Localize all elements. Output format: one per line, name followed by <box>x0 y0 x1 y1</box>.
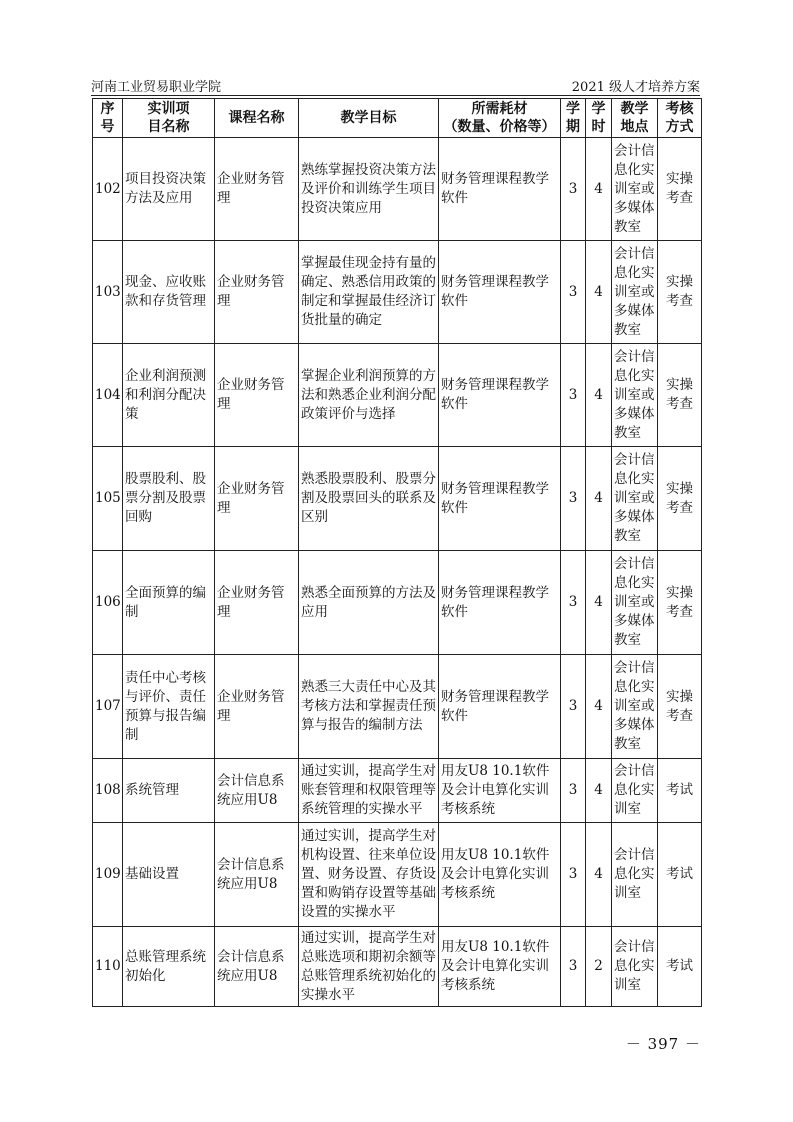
cell-hours: 4 <box>586 823 612 927</box>
cell-exam: 实操考查 <box>658 241 702 344</box>
column-header-no: 序 号 <box>93 99 123 138</box>
cell-goal: 通过实训，提高学生对账套管理和权限管理等系统管理的实操水平 <box>299 759 439 823</box>
table-row <box>93 447 702 551</box>
cell-hours: 4 <box>586 241 612 344</box>
cell-goal: 熟悉股票股利、股票分割及股票回头的联系及区别 <box>299 447 439 551</box>
cell-goal: 通过实训，提高学生对机构设置、往来单位设置、财务设置、存货设置和购销存设置等基础设置的实操水平 <box>299 823 439 927</box>
page-number: － 397 － <box>625 1035 701 1053</box>
cell-place: 会计信息化实训室 <box>612 759 658 823</box>
cell-goal: 通过实训，提高学生对总账选项和期初余额等总账管理系统初始化的实操水平 <box>299 927 439 1007</box>
cell-place: 会计信息化实训室 <box>612 823 658 927</box>
cell-place: 会计信息化实训室或多媒体教室 <box>612 551 658 655</box>
cell-exam: 实操考查 <box>658 344 702 447</box>
cell-goal: 熟练掌握投资决策方法及评价和训练学生项目投资决策应用 <box>299 138 439 241</box>
cell-no: 102 <box>93 138 123 241</box>
cell-no: 103 <box>93 241 123 344</box>
cell-course: 企业财务管理 <box>215 655 299 759</box>
cell-materials: 用友U8 10.1软件及会计电算化实训考核系统 <box>439 759 561 823</box>
cell-project: 总账管理系统初始化 <box>123 927 215 1007</box>
cell-course: 企业财务管理 <box>215 138 299 241</box>
cell-term: 3 <box>561 138 586 241</box>
cell-exam: 实操考查 <box>658 551 702 655</box>
cell-goal: 掌握最佳现金持有量的确定、熟悉信用政策的制定和掌握最佳经济订货批量的确定 <box>299 241 439 344</box>
cell-term: 3 <box>561 551 586 655</box>
cell-project: 项目投资决策方法及应用 <box>123 138 215 241</box>
cell-hours: 4 <box>586 447 612 551</box>
cell-materials: 财务管理课程教学软件 <box>439 241 561 344</box>
cell-no: 107 <box>93 655 123 759</box>
cell-project: 责任中心考核与评价、责任预算与报告编制 <box>123 655 215 759</box>
cell-course: 企业财务管理 <box>215 551 299 655</box>
cell-place: 会计信息化实训室或多媒体教室 <box>612 138 658 241</box>
training-table <box>92 98 702 1007</box>
table-row <box>93 759 702 823</box>
header-rule <box>91 95 700 96</box>
table-row <box>93 655 702 759</box>
cell-project: 股票股利、股票分割及股票回购 <box>123 447 215 551</box>
cell-hours: 2 <box>586 927 612 1007</box>
cell-project: 现金、应收账款和存货管理 <box>123 241 215 344</box>
cell-exam: 考试 <box>658 927 702 1007</box>
column-header-hours: 学 时 <box>586 99 612 138</box>
cell-goal: 掌握企业利润预算的方法和熟悉企业利润分配政策评价与选择 <box>299 344 439 447</box>
cell-materials: 财务管理课程教学软件 <box>439 447 561 551</box>
column-header-term: 学 期 <box>561 99 586 138</box>
cell-term: 3 <box>561 447 586 551</box>
school-name: 河南工业贸易职业学院 <box>91 80 222 95</box>
cell-course: 会计信息系统应用U8 <box>215 759 299 823</box>
column-header-materials: 所需耗材 （数量、价格等） <box>439 99 561 138</box>
table-row <box>93 551 702 655</box>
table-row <box>93 241 702 344</box>
cell-hours: 4 <box>586 759 612 823</box>
plan-title: 2021 级人才培养方案 <box>571 80 700 95</box>
cell-no: 105 <box>93 447 123 551</box>
cell-term: 3 <box>561 759 586 823</box>
cell-term: 3 <box>561 241 586 344</box>
column-header-project: 实训项 目名称 <box>123 99 215 138</box>
cell-no: 109 <box>93 823 123 927</box>
cell-project: 基础设置 <box>123 823 215 927</box>
cell-exam: 实操考查 <box>658 447 702 551</box>
cell-materials: 财务管理课程教学软件 <box>439 138 561 241</box>
table-row <box>93 927 702 1007</box>
cell-materials: 财务管理课程教学软件 <box>439 655 561 759</box>
table-header-row <box>93 99 702 138</box>
cell-place: 会计信息化实训室或多媒体教室 <box>612 241 658 344</box>
cell-no: 106 <box>93 551 123 655</box>
column-header-place: 教学 地点 <box>612 99 658 138</box>
cell-no: 108 <box>93 759 123 823</box>
cell-hours: 4 <box>586 655 612 759</box>
cell-place: 会计信息化实训室 <box>612 927 658 1007</box>
cell-course: 会计信息系统应用U8 <box>215 823 299 927</box>
column-header-goal: 教学目标 <box>299 99 439 138</box>
table-row <box>93 344 702 447</box>
cell-exam: 实操考查 <box>658 138 702 241</box>
cell-term: 3 <box>561 655 586 759</box>
cell-no: 104 <box>93 344 123 447</box>
page-header <box>91 74 700 94</box>
cell-course: 企业财务管理 <box>215 447 299 551</box>
cell-course: 企业财务管理 <box>215 344 299 447</box>
cell-place: 会计信息化实训室或多媒体教室 <box>612 344 658 447</box>
cell-term: 3 <box>561 344 586 447</box>
cell-project: 全面预算的编制 <box>123 551 215 655</box>
table-row <box>93 138 702 241</box>
cell-materials: 用友U8 10.1软件及会计电算化实训考核系统 <box>439 823 561 927</box>
cell-no: 110 <box>93 927 123 1007</box>
cell-hours: 4 <box>586 138 612 241</box>
cell-materials: 用友U8 10.1软件及会计电算化实训考核系统 <box>439 927 561 1007</box>
cell-course: 会计信息系统应用U8 <box>215 927 299 1007</box>
cell-exam: 考试 <box>658 823 702 927</box>
cell-goal: 熟悉全面预算的方法及应用 <box>299 551 439 655</box>
cell-exam: 实操考查 <box>658 655 702 759</box>
cell-course: 企业财务管理 <box>215 241 299 344</box>
cell-project: 企业利润预测和利润分配决策 <box>123 344 215 447</box>
cell-project: 系统管理 <box>123 759 215 823</box>
cell-place: 会计信息化实训室或多媒体教室 <box>612 447 658 551</box>
cell-hours: 4 <box>586 551 612 655</box>
cell-materials: 财务管理课程教学软件 <box>439 344 561 447</box>
cell-materials: 财务管理课程教学软件 <box>439 551 561 655</box>
cell-hours: 4 <box>586 344 612 447</box>
cell-term: 3 <box>561 823 586 927</box>
cell-goal: 熟悉三大责任中心及其考核方法和掌握责任预算与报告的编制方法 <box>299 655 439 759</box>
column-header-exam: 考核 方式 <box>658 99 702 138</box>
column-header-course: 课程名称 <box>215 99 299 138</box>
cell-exam: 考试 <box>658 759 702 823</box>
cell-term: 3 <box>561 927 586 1007</box>
table-row <box>93 823 702 927</box>
cell-place: 会计信息化实训室或多媒体教室 <box>612 655 658 759</box>
